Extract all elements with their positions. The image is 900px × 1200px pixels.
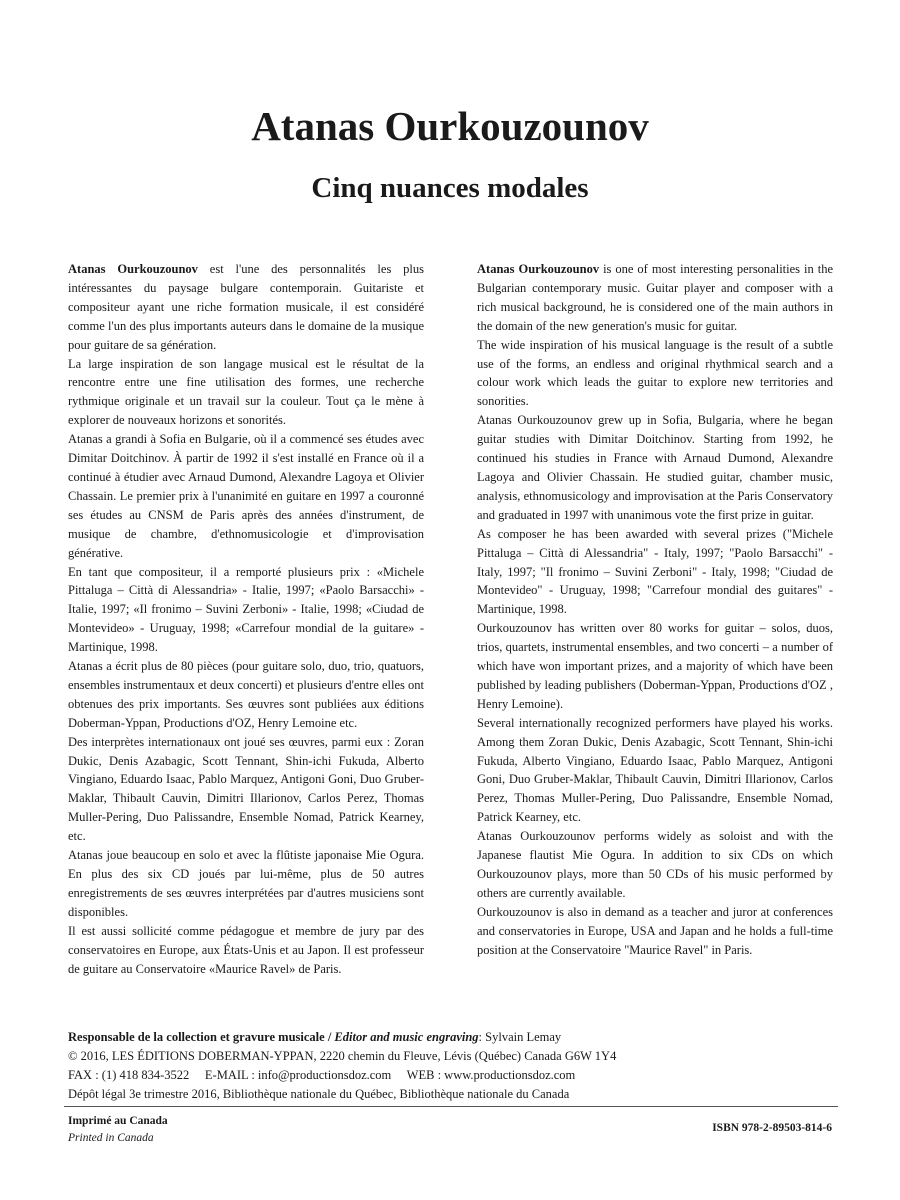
bio-fr-paragraph-3: Atanas a grandi à Sofia en Bulgarie, où il a commencé ses études avec Dimitar Doitchinov. À partir de 1992 il s'est installé en France où il a continué à étudier avec Arnaud Dumond, Alexandre Lagoya et Olivier Chassain. Le premier prix à l'unanimité en guitare en 1997 a couronné ses études au CNSM de Paris après des années d'instrument, de musique de chambre, d'ethnomusicologie et d'improvisation générative.	[68, 432, 424, 560]
bio-en-paragraph-2: The wide inspiration of his musical language is the result of a subtle use of the forms, an endless and original rhythmical search and a colour work which leads the guitar to explore new territories and sonorities.	[477, 337, 833, 409]
credit-name: Sylvain Lemay	[485, 1030, 562, 1044]
bio-en-paragraph-1	[477, 260, 833, 336]
printed-en: Printed in Canada	[68, 1132, 154, 1144]
bio-en-p1-text: is one of most interesting personalities in the Bulgarian contemporary music. Guitar player and composer with a rich musical background, he is considered one of the main authors in the domain of the new generation's music for guitar.	[477, 262, 833, 333]
bio-fr-paragraph-4: En tant que compositeur, il a remporté plusieurs prix : «Michele Pittaluga – Città di Alessandria» - Italie, 1997; «Paolo Barsacchi» - Italie, 1997; «Il fronimo – Suvini Zerboni» - Italie, 1998; «Ciudad de Montevideo» - Uruguay, 1998; «Carrefour mondial de la guitare» - Martinique, 1998.	[68, 564, 424, 655]
biography-english	[477, 260, 833, 960]
bio-en-lead-name: Atanas Ourkouzounov	[477, 262, 600, 276]
bio-fr-paragraph-6: Des interprètes internationaux ont joué ses œuvres, parmi eux : Zoran Dukic, Denis Azabagic, Scott Tennant, Shin-ichi Fukuda, Alberto Vingiano, Eduardo Isaac, Pablo Marquez, Antigoni Goni, Duo Gruber-Maklar, Thibault Cauvin, Dimitri Illarionov, Carlos Perez, Thomas Muller-Pering, Duo Palissandre, Ensemble Nomad, Patrick Kearney, etc.	[68, 734, 424, 844]
bio-en-paragraph-8: Ourkouzounov is also in demand as a teacher and juror at conferences and conservatories in Europe, USA and Japan and he holds a full-time position at the Conservatoire "Maurice Ravel" in Paris.	[477, 904, 833, 957]
biography-french	[68, 260, 424, 978]
work-title: Cinq nuances modales	[311, 172, 589, 204]
printed-fr: Imprimé au Canada	[68, 1115, 168, 1127]
credit-separator: /	[324, 1030, 335, 1044]
composer-name: Atanas Ourkouzounov	[251, 103, 649, 149]
isbn: ISBN 978-2-89503-814-6	[712, 1122, 832, 1134]
footer-divider	[64, 1106, 838, 1107]
legal-deposit-line: Dépôt légal 3e trimestre 2016, Bibliothèque nationale du Québec, Bibliothèque nationale du Canada	[68, 1087, 570, 1101]
bio-fr-paragraph-5: Atanas a écrit plus de 80 pièces (pour guitare solo, duo, trio, quatuors, ensembles instrumentaux et deux concerti) et plusieurs d'entre elles ont obtenues des prix importants. Ses œuvres sont publiées aux éditions Doberman-Yppan, Productions d'OZ, Henry Lemoine etc.	[68, 659, 424, 730]
bio-en-paragraph-5: Ourkouzounov has written over 80 works for guitar – solos, duos, trios, quartets, instrumental ensembles, and two concerti – a number of which have won important prizes, and a majority of which have been published by leading publishers (Doberman-Yppan, Productions d'OZ , Henry Lemoine).	[477, 621, 833, 711]
publisher-footer	[68, 1028, 838, 1104]
bio-en-paragraph-6: Several internationally recognized performers have played his works. Among them Zoran Dukic, Denis Azabagic, Scott Tennant, Shin-ichi Fukuda, Alberto Vingiano, Eduardo Isaac, Pablo Marquez, Antigoni Goni, Duo Gruber-Maklar, Thibault Cauvin, Dimitri Illarionov, Carlos Perez, Thomas Muller-Pering, Duo Palissandre, Ensemble Nomad, Patrick Kearney, etc.	[477, 715, 833, 825]
copyright-line: © 2016, LES ÉDITIONS DOBERMAN-YPPAN, 2220 chemin du Fleuve, Lévis (Québec) Canada G6W 1Y4	[68, 1049, 617, 1063]
bio-fr-lead-name: Atanas Ourkouzounov	[68, 262, 198, 276]
bio-fr-paragraph-7: Atanas joue beaucoup en solo et avec la flûtiste japonaise Mie Ogura. En plus des six CD joués par lui-même, plus de 50 autres enregistrements de ses œuvres interprétées par d'autres musiciens sont disponibles.	[68, 848, 424, 919]
bio-en-paragraph-4: As composer he has been awarded with several prizes ("Michele Pittaluga – Città di Alessandria" - Italy, 1997; "Paolo Barsacchi" - Italy, 1997; "Il fronimo – Suvini Zerboni" - Italy, 1998; "Ciudad de Montevideo" - Uruguay, 1998; "Carrefour mondial des guitares" - Martinique, 1998.	[477, 526, 833, 617]
bio-fr-p1-text: est l'une des personnalités les plus intéressantes du paysage bulgare contemporain. Guitariste et compositeur ayant une riche formation musicale, il est considéré comme l'un des plus importants auteurs dans le domaine de la musique pour guitare de sa génération.	[68, 262, 424, 352]
bio-en-paragraph-7: Atanas Ourkouzounov performs widely as soloist and with the Japanese flautist Mie Ogura. In addition to six CDs on which Ourkouzounov plays, more than 50 CDs of his music performed by others are currently available.	[477, 829, 833, 900]
credit-colon: :	[478, 1030, 486, 1044]
editor-credit	[68, 1028, 838, 1047]
printed-in	[68, 1113, 168, 1147]
credit-label-en: Editor and music engraving	[334, 1030, 479, 1044]
contact-line: FAX : (1) 418 834-3522 E-MAIL : info@productionsdoz.com WEB : www.productionsdoz.com	[68, 1068, 576, 1082]
credit-label-fr: Responsable de la collection et gravure musicale	[68, 1030, 325, 1044]
bio-en-paragraph-3: Atanas Ourkouzounov grew up in Sofia, Bulgaria, where he began guitar studies with Dimitar Doitchinov. Starting from 1992, he continued his studies in France with Arnaud Dumond, Alexandre Lagoya and Olivier Chassain. He studied guitar, chamber music, analysis, ethnomusicology and improvisation at the Paris Conservatory and graduated in 1997 with unanimous vote the first prize in guitar.	[477, 413, 833, 522]
bio-fr-paragraph-8: Il est aussi sollicité comme pédagogue et membre de jury par des conservatoires en Europe, aux États-Unis et au Japon. Il est professeur de guitare au Conservatoire «Maurice Ravel» de Paris.	[68, 923, 424, 976]
bio-fr-paragraph-2: La large inspiration de son langage musical est le résultat de la rencontre entre une fine utilisation des formes, une recherche rythmique originale et un travail sur la couleur. Tout ça le mène à explorer de nouveaux horizons et sonorités.	[68, 356, 424, 428]
bio-fr-paragraph-1	[68, 260, 424, 355]
